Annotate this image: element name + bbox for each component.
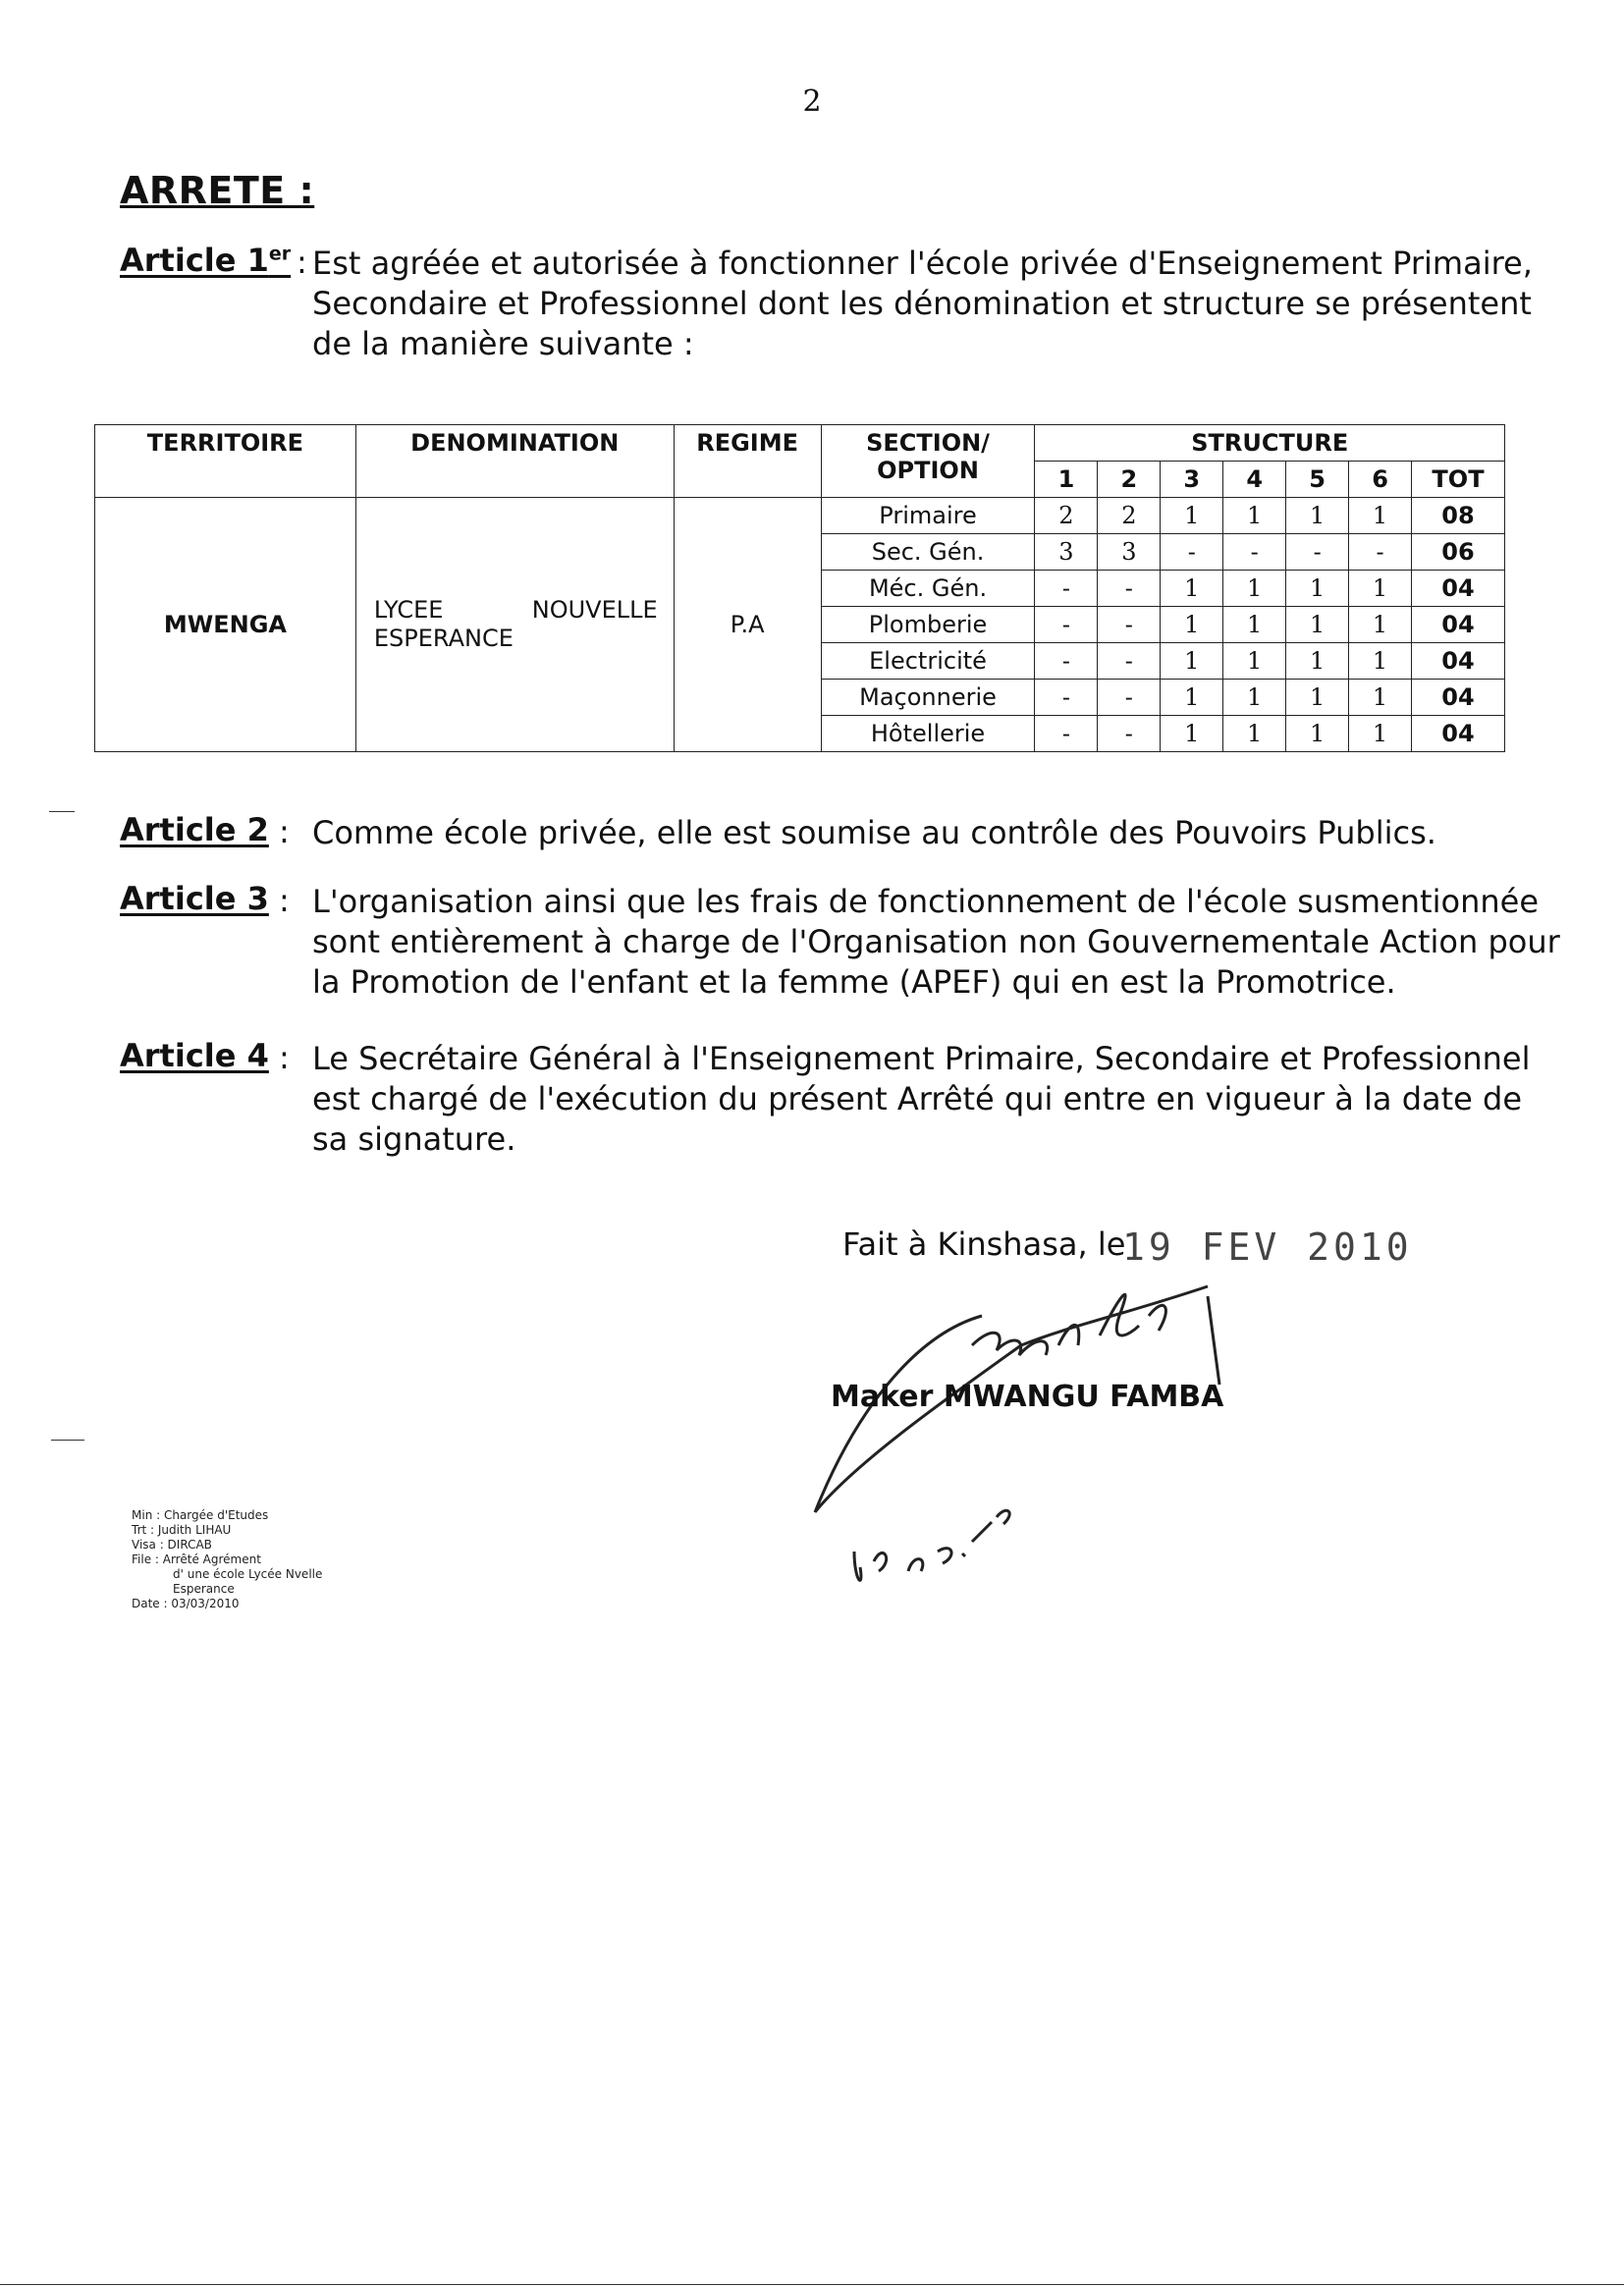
value-cell: - bbox=[1223, 534, 1286, 571]
margin-mark bbox=[51, 1440, 84, 1441]
file-reference-note: Min : Chargée d'Etudes Trt : Judith LIHAU Visa : DIRCAB File : Arrêté Agrément d' une école Lycée Nvelle Esperance Date : 03/03/2010 bbox=[132, 1508, 323, 1610]
value-cell: 1 bbox=[1349, 643, 1412, 680]
section-cell: Sec. Gén. bbox=[821, 534, 1035, 571]
article-4-text: Le Secrétaire Général à l'Enseignement Primaire, Secondaire et Professionnel est chargé de l'exécution du présent Arrêté qui entre en vigueur à la date de sa signature. bbox=[312, 1040, 1531, 1158]
value-cell: 1 bbox=[1286, 643, 1349, 680]
decree-heading: ARRETE : bbox=[120, 169, 315, 212]
total-cell: 08 bbox=[1412, 498, 1505, 534]
section-cell: Hôtellerie bbox=[821, 716, 1035, 752]
section-cell: Maçonnerie bbox=[821, 680, 1035, 716]
value-cell: - bbox=[1286, 534, 1349, 571]
article-4-colon: : bbox=[279, 1039, 290, 1076]
value-cell: 1 bbox=[1161, 716, 1223, 752]
total-cell: 04 bbox=[1412, 643, 1505, 680]
value-cell: 1 bbox=[1161, 680, 1223, 716]
value-cell: 2 bbox=[1035, 498, 1098, 534]
header-year-4: 4 bbox=[1223, 462, 1286, 498]
signer-name: Maker MWANGU FAMBA bbox=[831, 1380, 1224, 1414]
section-cell: Primaire bbox=[821, 498, 1035, 534]
value-cell: 1 bbox=[1161, 498, 1223, 534]
value-cell: 1 bbox=[1223, 716, 1286, 752]
place-date-text: Fait à Kinshasa, le bbox=[842, 1226, 1126, 1263]
value-cell: 1 bbox=[1286, 498, 1349, 534]
header-year-5: 5 bbox=[1286, 462, 1349, 498]
margin-mark bbox=[49, 811, 75, 812]
school-structure-table bbox=[94, 424, 1505, 752]
value-cell: 1 bbox=[1349, 607, 1412, 643]
header-structure: STRUCTURE bbox=[1035, 425, 1505, 462]
header-territoire: TERRITOIRE bbox=[95, 425, 356, 498]
value-cell: 1 bbox=[1161, 571, 1223, 607]
article-3-text: L'organisation ainsi que les frais de fonctionnement de l'école susmentionnée sont entièrement à charge de l'Organisation non Gouvernementale Action pour la Promotion de l'enfant et la femme (APEF) qui en est la Promotrice. bbox=[312, 883, 1560, 1001]
article-1-text: Secondaire et Professionnel dont les dénomination et structure se présentent de la manière suivante : bbox=[312, 285, 1532, 362]
article-1-text: Est agréée et autorisée à fonctionner l'école privée d'Enseignement Primaire, bbox=[312, 245, 1533, 282]
total-cell: 04 bbox=[1412, 680, 1505, 716]
value-cell: - bbox=[1161, 534, 1223, 571]
value-cell: 1 bbox=[1161, 607, 1223, 643]
value-cell: 3 bbox=[1035, 534, 1098, 571]
value-cell: 1 bbox=[1223, 680, 1286, 716]
value-cell: 1 bbox=[1223, 607, 1286, 643]
value-cell: 1 bbox=[1223, 571, 1286, 607]
value-cell: - bbox=[1349, 534, 1412, 571]
section-cell: Plomberie bbox=[821, 607, 1035, 643]
value-cell: - bbox=[1035, 607, 1098, 643]
signature-icon bbox=[795, 1277, 1257, 1601]
value-cell: 1 bbox=[1286, 716, 1349, 752]
value-cell: 1 bbox=[1223, 498, 1286, 534]
table-row bbox=[95, 498, 1505, 534]
value-cell: - bbox=[1098, 716, 1161, 752]
article-3-colon: : bbox=[279, 882, 290, 919]
value-cell: 1 bbox=[1349, 680, 1412, 716]
header-year-2: 2 bbox=[1098, 462, 1161, 498]
article-2-text: Comme école privée, elle est soumise au contrôle des Pouvoirs Publics. bbox=[312, 814, 1436, 851]
value-cell: - bbox=[1035, 680, 1098, 716]
date-stamp: 19 FEV 2010 bbox=[1122, 1226, 1413, 1269]
header-year-6: 6 bbox=[1349, 462, 1412, 498]
denomination-cell: LYCEE NOUVELLE ESPERANCE bbox=[355, 498, 674, 752]
header-regime: REGIME bbox=[674, 425, 821, 498]
bottom-rule bbox=[0, 2284, 1624, 2285]
value-cell: 1 bbox=[1349, 571, 1412, 607]
value-cell: - bbox=[1098, 571, 1161, 607]
value-cell: 1 bbox=[1286, 571, 1349, 607]
value-cell: 2 bbox=[1098, 498, 1161, 534]
header-tot: TOT bbox=[1412, 462, 1505, 498]
regime-cell: P.A bbox=[674, 498, 821, 752]
article-1-label: Article 1er bbox=[120, 242, 292, 279]
value-cell: - bbox=[1035, 716, 1098, 752]
value-cell: 3 bbox=[1098, 534, 1161, 571]
article-4-label: Article 4 bbox=[120, 1037, 269, 1074]
total-cell: 04 bbox=[1412, 607, 1505, 643]
value-cell: 1 bbox=[1286, 607, 1349, 643]
value-cell: 1 bbox=[1286, 680, 1349, 716]
value-cell: 1 bbox=[1349, 716, 1412, 752]
total-cell: 04 bbox=[1412, 716, 1505, 752]
section-cell: Electricité bbox=[821, 643, 1035, 680]
header-denomination: DENOMINATION bbox=[355, 425, 674, 498]
value-cell: 1 bbox=[1161, 643, 1223, 680]
value-cell: - bbox=[1035, 643, 1098, 680]
article-1-colon: : bbox=[297, 244, 307, 281]
total-cell: 04 bbox=[1412, 571, 1505, 607]
value-cell: - bbox=[1098, 680, 1161, 716]
value-cell: 1 bbox=[1223, 643, 1286, 680]
header-year-1: 1 bbox=[1035, 462, 1098, 498]
article-2-label: Article 2 bbox=[120, 811, 269, 848]
article-3-label: Article 3 bbox=[120, 880, 269, 917]
value-cell: - bbox=[1098, 643, 1161, 680]
page-number: 2 bbox=[802, 84, 822, 119]
header-section-option: SECTION/ OPTION bbox=[821, 425, 1035, 498]
section-cell: Méc. Gén. bbox=[821, 571, 1035, 607]
value-cell: 1 bbox=[1349, 498, 1412, 534]
value-cell: - bbox=[1035, 571, 1098, 607]
total-cell: 06 bbox=[1412, 534, 1505, 571]
header-year-3: 3 bbox=[1161, 462, 1223, 498]
article-2-colon: : bbox=[279, 813, 290, 850]
value-cell: - bbox=[1098, 607, 1161, 643]
territoire-cell: MWENGA bbox=[95, 498, 356, 752]
